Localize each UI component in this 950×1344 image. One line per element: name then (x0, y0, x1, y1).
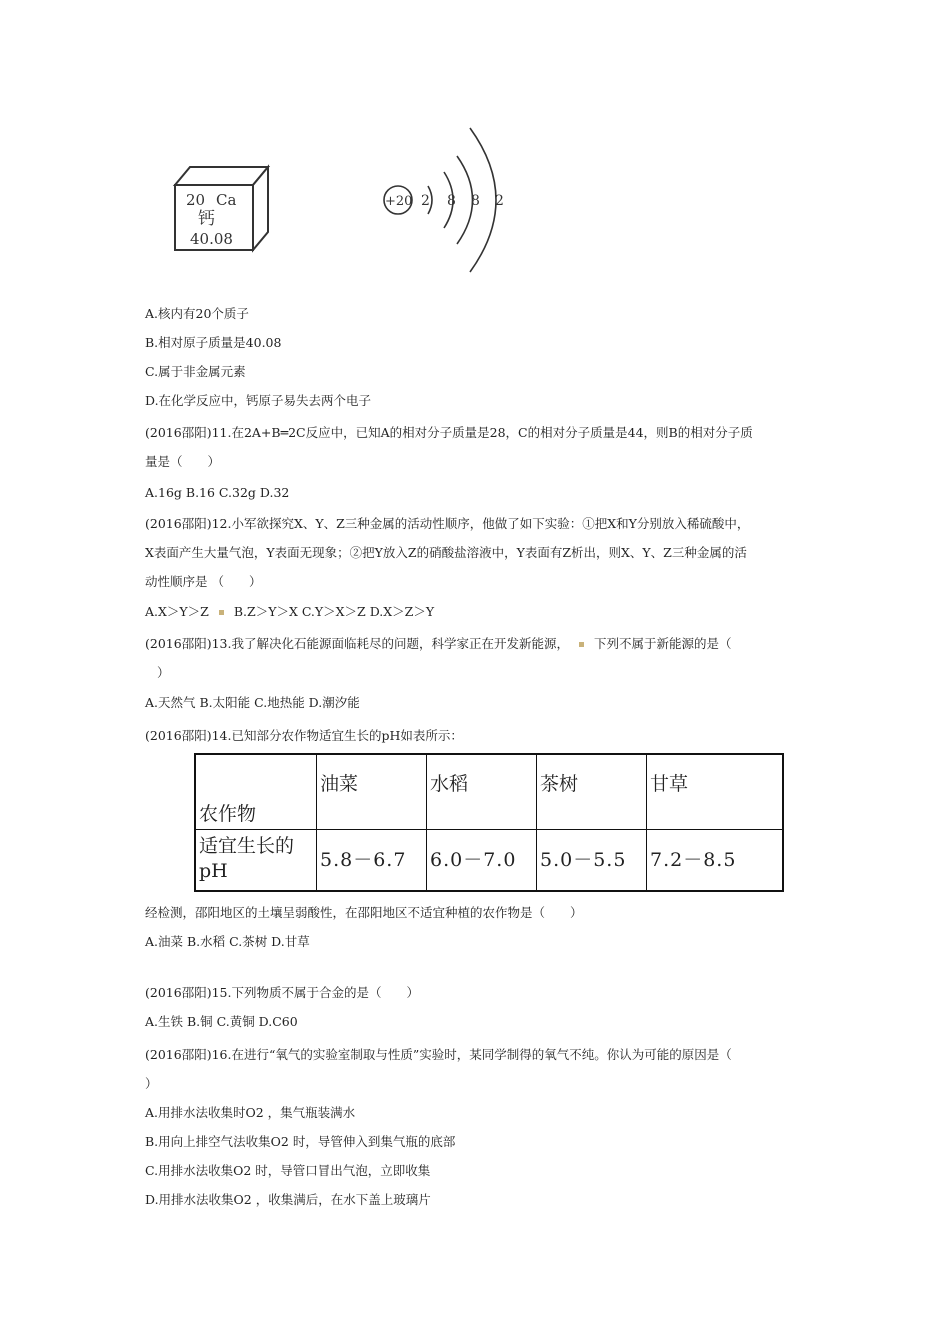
q14-options: A.油菜 B.水稻 C.茶树 D.甘草 (145, 934, 310, 949)
atom-structure-diagram (384, 128, 504, 272)
table-header-cell: 茶树 (537, 754, 647, 830)
q12-options-rest: B.Z＞Y＞X C.Y＞X＞Z D.X＞Z＞Y (233, 604, 435, 619)
q15-stem: (2016邵阳)15.下列物质不属于合金的是（ ） (145, 985, 419, 1000)
atomic-mass: 40.08 (190, 230, 233, 248)
table-row (195, 830, 783, 892)
q12-stem-line3: 动性顺序是 （ ） (145, 574, 262, 589)
q16-option-b: B.用向上排空气法收集O2 时，导管伸入到集气瓶的底部 (145, 1134, 456, 1149)
q14-after: 经检测，邵阳地区的土壤呈弱酸性，在邵阳地区不适宜种植的农作物是（ ） (145, 905, 583, 920)
q13-options: A.天然气 B.太阳能 C.地热能 D.潮汐能 (145, 695, 360, 710)
q13-stem-part-a: (2016邵阳)13.我了解决化石能源面临耗尽的问题，科学家正在开发新能源， (145, 636, 569, 651)
calcium-figure (170, 120, 530, 280)
q13-stem-part-b: 下列不属于新能源的是（ (593, 636, 732, 651)
shell-count-2: 8 (447, 193, 456, 209)
q16-stem-line2: ） (145, 1076, 158, 1091)
element-name: 钙 (198, 209, 215, 229)
table-header-cell: 农作物 (195, 754, 317, 830)
row-label-line2: pH (199, 859, 228, 882)
q14-stem: (2016邵阳)14.已知部分农作物适宜生长的pH如表所示： (145, 728, 463, 743)
q10-option-c: C.属于非金属元素 (145, 364, 246, 379)
ph-table (194, 753, 784, 892)
q12-options (145, 606, 434, 619)
q10-option-a: A.核内有20个质子 (145, 306, 249, 321)
q13-stem-line1 (145, 638, 731, 651)
q11-stem-line2: 量是（ ） (145, 454, 221, 469)
element-cell (175, 167, 268, 250)
table-cell: 7.2－8.5 (647, 830, 784, 892)
q15-options: A.生铁 B.铜 C.黄铜 D.C60 (145, 1014, 298, 1029)
table-header-row (195, 754, 783, 830)
q13-stem-line2: ） (157, 665, 170, 680)
table-row-label (195, 830, 317, 892)
q12-stem-line2: X表面产生大量气泡，Y表面无现象；②把Y放入Z的硝酸盐溶液中，Y表面有Z析出，则X、Y、Z三种金属的活 (145, 545, 747, 560)
q16-option-c: C.用排水法收集O2 时，导管口冒出气泡，立即收集 (145, 1163, 431, 1178)
q11-stem-line1: (2016邵阳)11.在2A+B═2C反应中，已知A的相对分子质量是28，C的相对分子质量是44，则B的相对分子质 (145, 425, 753, 440)
element-symbol: Ca (216, 191, 237, 209)
table-header-cell: 油菜 (317, 754, 427, 830)
q11-options: A.16g B.16 C.32g D.32 (145, 485, 290, 500)
table-cell: 5.8－6.7 (317, 830, 427, 892)
ph-table-container (194, 753, 784, 892)
q16-option-d: D.用排水法收集O2 ，收集满后，在水下盖上玻璃片 (145, 1192, 431, 1207)
nucleus-label: +20 (385, 194, 413, 209)
shell-count-4: 2 (495, 193, 504, 209)
table-cell: 5.0－5.5 (537, 830, 647, 892)
table-header-cell: 甘草 (647, 754, 784, 830)
table-cell: 6.0－7.0 (427, 830, 537, 892)
element-number: 20 (186, 191, 206, 209)
stray-dot (219, 610, 224, 615)
q12-option-a: A.X＞Y＞Z (145, 604, 209, 619)
row-label-line1: 适宜生长的 (199, 834, 295, 857)
shell-count-3: 8 (471, 193, 480, 209)
stray-dot (579, 642, 584, 647)
q16-option-a: A.用排水法收集时O2 ，集气瓶装满水 (145, 1105, 356, 1120)
shell-count-1: 2 (421, 193, 430, 209)
q12-stem-line1: (2016邵阳)12.小军欲探究X、Y、Z三种金属的活动性顺序，他做了如下实验：①把X和Y分别放入稀硫酸中， (145, 516, 750, 531)
q16-stem-line1: (2016邵阳)16.在进行“氧气的实验室制取与性质”实验时，某同学制得的氧气不纯。你认为可能的原因是（ (145, 1047, 732, 1062)
q10-option-b: B.相对原子质量是40.08 (145, 335, 282, 350)
table-header-cell: 水稻 (427, 754, 537, 830)
q10-option-d: D.在化学反应中，钙原子易失去两个电子 (145, 393, 372, 408)
